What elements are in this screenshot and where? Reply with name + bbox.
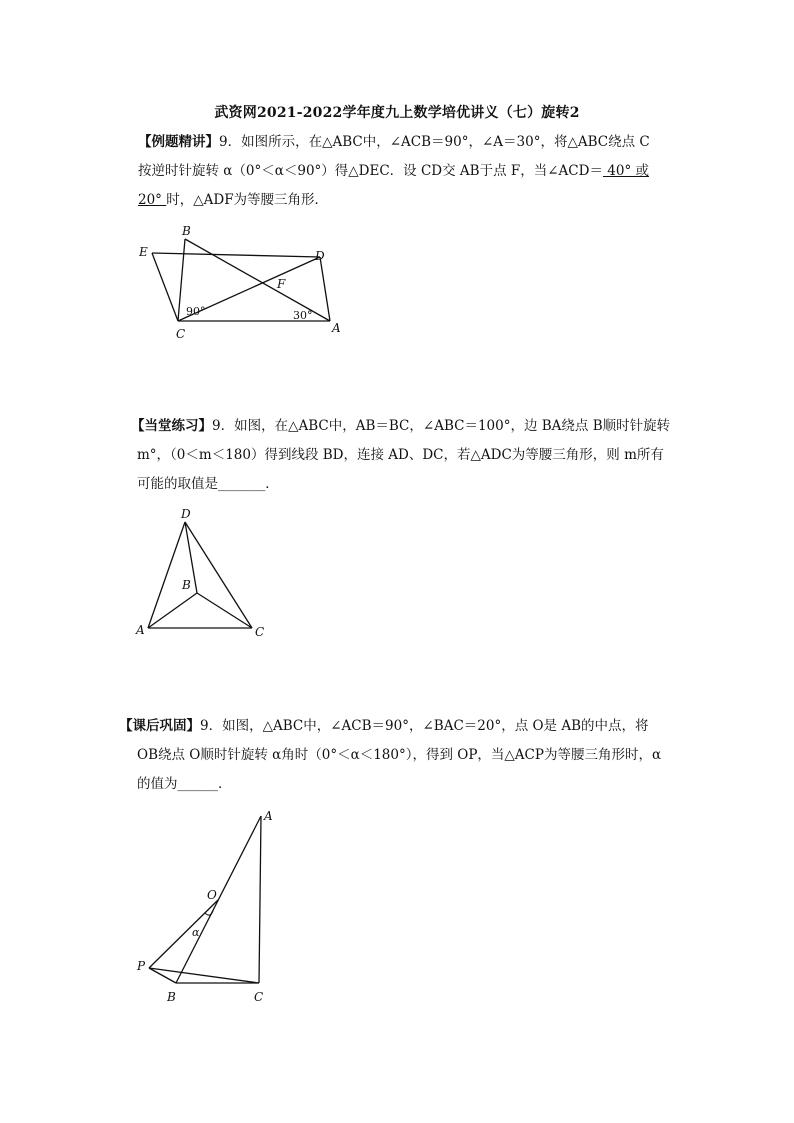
problem-1-line-1 bbox=[138, 128, 650, 157]
label-C: C bbox=[254, 990, 264, 1004]
problem-3-line-1 bbox=[119, 712, 661, 741]
problem-1-answer-part-1: 40° 或 bbox=[602, 163, 649, 179]
problem-1-line-3 bbox=[138, 186, 650, 215]
label-A: A bbox=[264, 809, 273, 823]
problem-1-text-1: 9．如图所示，在△ABC中，∠ACB＝90°，∠A＝30°，将△ABC绕点 C bbox=[219, 134, 650, 150]
problem-2-line-3 bbox=[131, 470, 670, 499]
segment-EC bbox=[152, 253, 178, 321]
label-E: E bbox=[139, 245, 148, 259]
label-D: D bbox=[181, 507, 191, 521]
problem-2-text-3: 可能的取值是_______． bbox=[137, 476, 279, 492]
problem-2-line-1 bbox=[131, 412, 670, 441]
problem-3-tag: 【课后巩固】 bbox=[119, 718, 200, 734]
label-A: A bbox=[136, 623, 145, 637]
label-A: A bbox=[332, 321, 341, 335]
label-O: O bbox=[207, 888, 217, 902]
problem-1-answer-part-2: 20° bbox=[138, 192, 167, 208]
segment-AB bbox=[176, 816, 261, 983]
problem-1-text-3: 时，△ADF为等腰三角形． bbox=[166, 192, 329, 208]
problem-1-figure bbox=[130, 222, 360, 351]
segment-ED bbox=[152, 253, 320, 257]
problem-2-figure bbox=[130, 505, 280, 649]
segment-BC bbox=[197, 593, 252, 628]
problem-3-text-1: 9．如图，△ABC中，∠ACB＝90°，∠BAC＝20°，点 O是 AB的中点，将 bbox=[200, 718, 649, 734]
angle-label-A: 30° bbox=[293, 309, 313, 322]
problem-3-line-3 bbox=[119, 770, 661, 799]
segment-OP bbox=[149, 900, 218, 968]
problem-3 bbox=[119, 712, 661, 799]
segment-DA bbox=[148, 522, 185, 628]
label-D: D bbox=[315, 249, 325, 263]
label-B: B bbox=[182, 578, 191, 592]
segment-DC bbox=[185, 522, 252, 628]
problem-2-text-1: 9．如图，在△ABC中，AB＝BC，∠ABC＝100°，边 BA绕点 B顺时针旋转 bbox=[212, 418, 671, 434]
angle-label-alpha: α bbox=[192, 926, 200, 939]
label-B: B bbox=[167, 990, 176, 1004]
segment-BC bbox=[178, 239, 185, 321]
segment-AB bbox=[148, 593, 197, 628]
label-C: C bbox=[255, 625, 265, 639]
angle-label-C: 90° bbox=[186, 305, 206, 318]
segment-PC bbox=[149, 968, 259, 983]
label-P: P bbox=[137, 959, 146, 973]
problem-3-text-2: OB绕点 O顺时针旋转 α角时（0°＜α＜180°），得到 OP，当△ACP为等腰三角形时，α bbox=[137, 747, 662, 763]
label-C: C bbox=[176, 327, 186, 341]
label-F: F bbox=[277, 277, 286, 291]
problem-3-text-3: 的值为______． bbox=[137, 776, 232, 792]
problem-1-line-2 bbox=[138, 157, 650, 186]
problem-2-tag: 【当堂练习】 bbox=[131, 418, 212, 434]
problem-3-figure bbox=[130, 805, 290, 1014]
label-B: B bbox=[182, 224, 191, 238]
problem-1-text-2: 按逆时针旋转 α（0°＜α＜90°）得△DEC．设 CD交 AB于点 F，当∠ACD＝ bbox=[138, 163, 603, 179]
problem-2-text-2: m°，（0＜m＜180）得到线段 BD，连接 AD、DC，若△ADC为等腰三角形，则 m所有 bbox=[137, 447, 664, 463]
page-title: 武资网2021-2022学年度九上数学培优讲义（七）旋转2 bbox=[214, 105, 580, 121]
problem-3-line-2 bbox=[119, 741, 661, 770]
segment-AC bbox=[259, 816, 261, 983]
problem-2 bbox=[131, 412, 670, 499]
problem-1 bbox=[138, 128, 650, 215]
problem-2-line-2 bbox=[131, 441, 670, 470]
problem-1-tag: 【例题精讲】 bbox=[138, 134, 219, 150]
segment-DA bbox=[320, 257, 330, 321]
